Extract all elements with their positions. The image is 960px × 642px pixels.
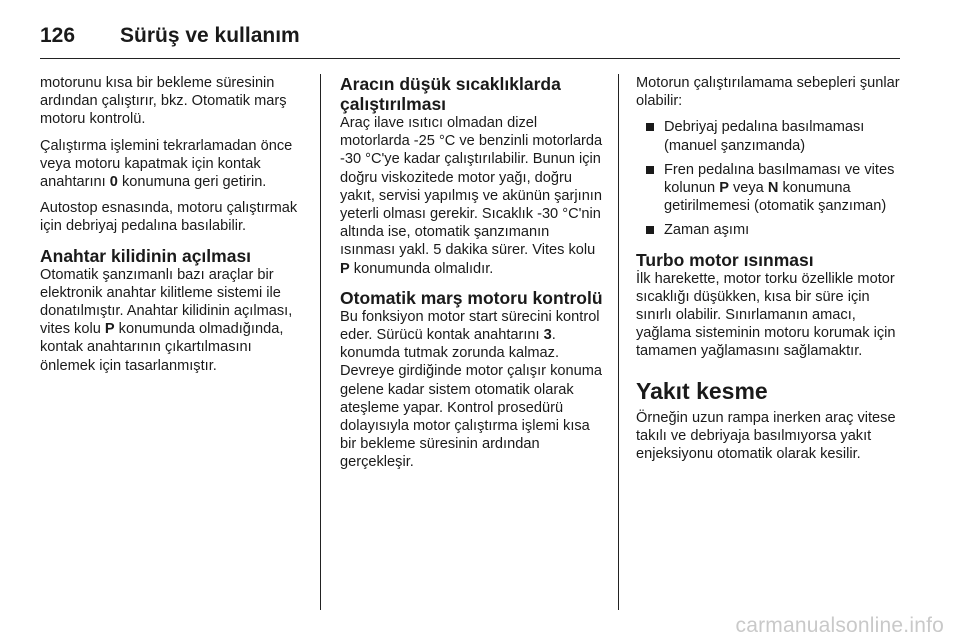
paragraph: Autostop esnasında, motoru çalıştırmak için debriyaj pedalına basılabilir.	[40, 200, 298, 235]
section-heading-turbo: Turbo motor ısınması	[636, 249, 814, 270]
gear-position: P	[104, 321, 115, 338]
column-2	[340, 74, 606, 480]
text: Otomatik şanzımanlı bazı araçlar bir elektronik anahtar kilitleme sistemi ile donatılmıştır. Anahtar kilidinin açılması, vites kolu	[40, 266, 293, 338]
reasons-list	[636, 118, 906, 239]
column-1	[40, 74, 306, 383]
paragraph: İlk harekette, motor torku özellikle motor sıcaklığı düşükken, kısa bir süre için sınırlı olabilir. Sınırlamanın amacı, yağlama sisteminin motoru korumak için tamamen yağlamasını sağlamaktır.	[636, 270, 896, 360]
column-divider-2	[618, 74, 619, 610]
text: Debriyaj pedalına basılmaması (manuel şanzımanda)	[664, 119, 865, 154]
text: Bu fonksiyon motor start sürecini kontrol eder. Sürücü kontak anahtarını	[340, 308, 600, 344]
text: konumunda olmadığında, kontak anahtarının çıkartılmasını önlemek için tasarlanmıştır.	[40, 321, 284, 374]
watermark: carmanualsonline.info	[735, 614, 944, 637]
text: Araç ilave ısıtıcı olmadan dizel motorlarda -25 °C ve benzinli motorlarda -30 °C'ye kadar çalıştırılabilir. Bunun için doğru viskozitede motor yağı, doğru yakıt, servisi yapılmış ve akünün şarjının yeterli olması gerekir. Sıcaklık -30 °C'nin altında ise, otomatik şanzımanın ısınması yakl. 5 dakika sürer. Vites kolu	[340, 115, 603, 259]
square-bullet-icon	[646, 123, 654, 131]
key-position: 0	[109, 174, 118, 191]
list-item	[636, 221, 906, 239]
paragraph: Örneğin uzun rampa inerken araç vitese takılı ve debriyaja basılmıyorsa yakıt enjeksiyonu otomatik olarak kesilir.	[636, 409, 896, 463]
paragraph	[340, 308, 606, 472]
text: . konumda tutmak zorunda kalmaz. Devreye girdiğinde motor çalışır konuma gelene kadar sistem otomatik olarak ateşleme yapar. Kontrol prosedürü dolayısıyla motor çalıştırma işlemi kısa bir bekleme süresinin ardından gerçekleşir.	[340, 327, 602, 471]
list-item	[636, 161, 906, 216]
list-item	[636, 118, 906, 154]
text: Çalıştırma işlemini tekrarlamadan önce veya motoru kapatmak için kontak anahtarını	[40, 137, 293, 191]
column-divider-1	[320, 74, 321, 610]
text: konumuna getirilmemesi (otomatik şanzıman)	[664, 180, 887, 215]
gear-position: N	[767, 180, 779, 197]
section-heading-yakit-kesme: Yakıt kesme	[636, 377, 768, 404]
gear-position: P	[719, 180, 729, 197]
key-position: 3	[543, 327, 552, 344]
paragraph: motorunu kısa bir bekleme süresinin ardından çalıştırır, bkz. Otomatik marş motoru kontrolü.	[40, 75, 287, 128]
header-rule	[40, 58, 900, 59]
gear-position: P	[340, 260, 350, 277]
text: veya	[728, 180, 768, 197]
section-heading-mars-motoru: Otomatik marş motoru kontrolü	[340, 287, 603, 308]
text: konumunda olmalıdır.	[349, 260, 494, 277]
paragraph	[40, 266, 306, 375]
page-title: Sürüş ve kullanım	[120, 24, 300, 47]
text: Fren pedalına basılmaması ve vites kolunun	[664, 161, 895, 197]
section-heading-anahtar: Anahtar kilidinin açılması	[40, 245, 252, 266]
paragraph: Motorun çalıştırılamama sebepleri şunlar olabilir:	[636, 75, 900, 110]
square-bullet-icon	[646, 226, 654, 234]
paragraph	[40, 137, 306, 192]
square-bullet-icon	[646, 166, 654, 174]
page-header	[40, 16, 900, 56]
text: konumuna geri getirin.	[117, 174, 267, 191]
column-3	[636, 74, 906, 471]
section-heading-dusuk-sicaklik: Aracın düşük sıcaklıklarda çalıştırılması	[340, 74, 561, 114]
paragraph	[340, 114, 606, 278]
page-number: 126	[40, 24, 76, 47]
text: Zaman aşımı	[664, 222, 750, 239]
